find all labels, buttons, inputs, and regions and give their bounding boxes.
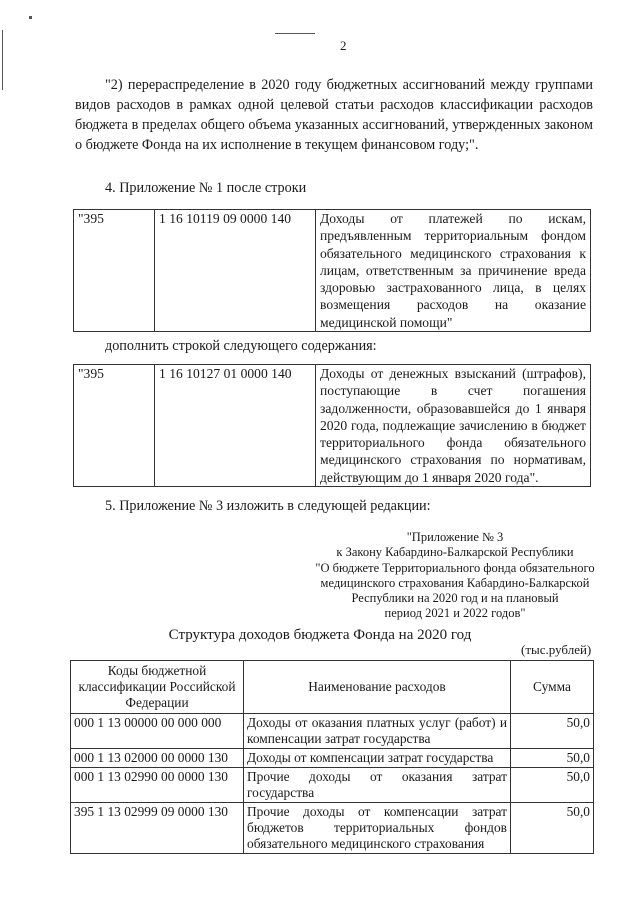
appendix-line: медицинского страхования Кабардино-Балкарской xyxy=(320,575,590,590)
item-5-text: 5. Приложение № 3 изложить в следующей редакции: xyxy=(105,498,431,514)
budget-code-cell: 1 16 10119 09 0000 140 xyxy=(155,210,316,332)
unit-label: (тыс.рублей) xyxy=(521,642,592,657)
scan-mark-left-edge xyxy=(2,30,3,90)
paragraph-redistribution: "2) перераспределение в 2020 году бюджетных ассигнований между группами видов расходов в рамках одной целевой статьи расходов классификации расходов бюджета в пределах общего объема указанных ассигнований, утвержденных законом о бюджете Фонда на их исполнение в текущем финансовом году;". xyxy=(75,77,593,153)
scan-mark-top-left xyxy=(29,16,32,19)
header-codes: Коды бюджетной классификации Российской Федерации xyxy=(71,661,244,714)
table-header-row xyxy=(71,661,594,714)
table-row xyxy=(71,749,594,768)
appendix-line: период 2021 и 2022 годов" xyxy=(384,606,526,621)
row-code: 000 1 13 02990 00 0000 130 xyxy=(71,768,244,803)
row-sum: 50,0 xyxy=(511,749,594,768)
row-sum: 50,0 xyxy=(511,803,594,854)
appendix-line: Республики на 2020 год и на плановый xyxy=(351,591,559,606)
page-number: 2 xyxy=(340,38,347,53)
admin-code-cell: "395 xyxy=(74,365,155,487)
supplement-line: дополнить строкой следующего содержания: xyxy=(105,338,377,354)
table-row xyxy=(74,210,591,332)
table-row xyxy=(71,768,594,803)
header-name: Наименование расходов xyxy=(244,661,511,714)
table-row xyxy=(71,714,594,749)
row-code: 000 1 13 00000 00 000 000 xyxy=(71,714,244,749)
revenue-structure-table xyxy=(70,660,594,854)
new-row-table xyxy=(73,364,591,487)
row-code: 000 1 13 02000 00 0000 130 xyxy=(71,749,244,768)
table-row xyxy=(71,803,594,854)
row-name: Прочие доходы от компенсации затрат бюджетов территориальных фондов обязательного медицинского страхования xyxy=(244,803,511,854)
description-cell: Доходы от денежных взысканий (штрафов), поступающие в счет погашения задолженности, образовавшейся до 1 января 2020 года, подлежащие зачислению в бюджет территориального фонда обязательного медицинского страхования по нормативам, действующим до 1 января 2020 года". xyxy=(316,365,591,487)
row-code: 395 1 13 02999 09 0000 130 xyxy=(71,803,244,854)
row-name: Доходы от компенсации затрат государства xyxy=(244,749,511,768)
row-sum: 50,0 xyxy=(511,768,594,803)
appendix-header xyxy=(275,530,635,622)
existing-row-table xyxy=(73,209,591,332)
admin-code-cell: "395 xyxy=(74,210,155,332)
row-name: Прочие доходы от оказания затрат государства xyxy=(244,768,511,803)
row-name: Доходы от оказания платных услуг (работ) и компенсации затрат государства xyxy=(244,714,511,749)
budget-code-cell: 1 16 10127 01 0000 140 xyxy=(155,365,316,487)
table-row xyxy=(74,365,591,487)
scan-mark-header-dash xyxy=(275,33,315,34)
item-4-text: 4. Приложение № 1 после строки xyxy=(105,180,307,196)
description-cell: Доходы от платежей по искам, предъявленным территориальным фондом обязательного медицинского страхования к лицам, ответственным за причинение вреда здоровью застрахованного лица, в целях возмещения расходов на оказание медицинской помощи" xyxy=(316,210,591,332)
structure-title: Структура доходов бюджета Фонда на 2020 год xyxy=(168,627,472,643)
header-sum: Сумма xyxy=(511,661,594,714)
row-sum: 50,0 xyxy=(511,714,594,749)
appendix-line: "О бюджете Территориального фонда обязательного xyxy=(315,560,595,575)
appendix-line: к Закону Кабардино-Балкарской Республики xyxy=(336,545,574,560)
appendix-line: "Приложение № 3 xyxy=(406,530,504,544)
